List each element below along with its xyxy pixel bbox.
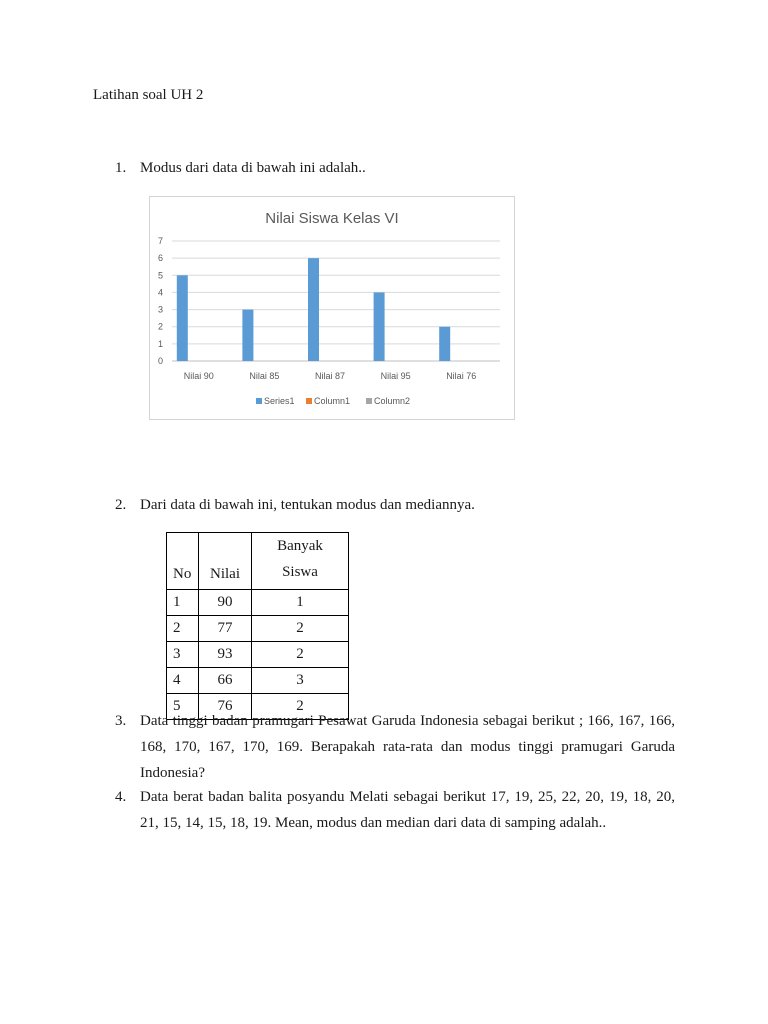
header-no: No <box>167 533 199 590</box>
header-siswa-line1: Banyak <box>277 538 323 554</box>
y-tick-label: 2 <box>157 321 163 332</box>
document-title: Latihan soal UH 2 <box>93 87 204 103</box>
question-text <box>140 708 675 786</box>
legend-label: Column2 <box>374 396 411 406</box>
header-banyak-siswa <box>252 533 349 590</box>
x-tick-label: Nilai 76 <box>446 371 477 381</box>
header-siswa-line2: Siswa <box>282 564 318 580</box>
y-tick-label: 4 <box>157 287 163 298</box>
question-line: Data tinggi badan pramugari Pesawat Garuda Indonesia sebagai berikut ; 166, 167, 166, <box>140 713 675 729</box>
cell-banyak-siswa: 2 <box>252 642 349 668</box>
cell-nilai: 93 <box>199 642 252 668</box>
legend-swatch <box>366 398 372 404</box>
table-row <box>167 642 349 668</box>
cell-nilai: 90 <box>199 590 252 616</box>
question-number: 1. <box>115 160 127 176</box>
cell-banyak-siswa: 2 <box>252 616 349 642</box>
question-2 <box>115 492 675 518</box>
chart-canvas <box>150 197 514 419</box>
chart-title: Nilai Siswa Kelas VI <box>265 210 399 227</box>
question-1 <box>115 155 675 181</box>
y-tick-label: 3 <box>157 304 163 315</box>
x-tick-label: Nilai 87 <box>314 371 346 381</box>
x-tick-label: Nilai 90 <box>183 371 214 381</box>
cell-no: 5 <box>167 694 199 720</box>
cell-nilai: 76 <box>199 694 252 720</box>
cell-banyak-siswa: 1 <box>252 590 349 616</box>
question-line: Indonesia? <box>140 765 205 781</box>
question-text <box>140 784 675 836</box>
table-row <box>167 616 349 642</box>
y-tick-label: 6 <box>157 253 163 264</box>
legend-label: Series1 <box>264 396 295 406</box>
question-line: 168, 170, 167, 170, 169. Berapakah rata-rata dan modus tinggi pramugari Garuda <box>140 739 675 755</box>
bar <box>242 310 253 361</box>
cell-banyak-siswa: 2 <box>252 694 349 720</box>
y-tick-label: 0 <box>157 356 163 366</box>
table-row <box>167 590 349 616</box>
cell-no: 1 <box>167 590 199 616</box>
legend-label: Column1 <box>314 396 351 406</box>
legend-swatch <box>306 398 312 404</box>
table-row <box>167 668 349 694</box>
y-tick-label: 7 <box>157 236 163 246</box>
legend-swatch <box>256 398 262 404</box>
question-number: 2. <box>115 497 127 513</box>
bar <box>439 327 450 361</box>
question-number: 3. <box>115 713 127 729</box>
question-text: Dari data di bawah ini, tentukan modus dan mediannya. <box>140 497 475 513</box>
table-header-row <box>167 533 349 590</box>
bar <box>308 258 319 361</box>
question-number: 4. <box>115 789 127 805</box>
header-nilai: Nilai <box>199 533 252 590</box>
cell-no: 3 <box>167 642 199 668</box>
bar-chart <box>149 196 515 420</box>
cell-no: 4 <box>167 668 199 694</box>
question-line: 21, 15, 14, 15, 18, 19. Mean, modus dan median dari data di samping adalah.. <box>140 815 607 831</box>
x-tick-label: Nilai 95 <box>380 371 411 381</box>
question-line: Data berat badan balita posyandu Melati sebagai berikut 17, 19, 25, 22, 20, 19, 18, 20, <box>140 789 675 805</box>
score-table <box>166 532 349 720</box>
question-text: Modus dari data di bawah ini adalah.. <box>140 160 366 176</box>
cell-nilai: 66 <box>199 668 252 694</box>
cell-no: 2 <box>167 616 199 642</box>
x-tick-label: Nilai 85 <box>249 371 280 381</box>
cell-nilai: 77 <box>199 616 252 642</box>
y-tick-label: 1 <box>157 338 163 349</box>
bar <box>374 292 385 361</box>
y-tick-label: 5 <box>157 270 163 281</box>
bar <box>177 275 188 361</box>
cell-banyak-siswa: 3 <box>252 668 349 694</box>
